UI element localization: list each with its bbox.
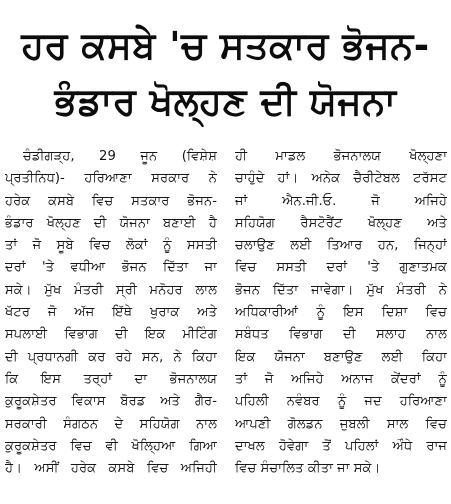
body-line: ਭੋਜਨ ਦਿੱਤਾ ਜਾਵੇਗਾ। ਮੁੱਖ ਮੰਤਰੀ ਨੇ — [235, 282, 447, 298]
body-line: ਕੁਰੂਕਸ਼ੇਤਰ ਵਿਕਾਸ ਬੋਰਡ ਅਤੇ ਗੈਰ- — [5, 394, 217, 410]
body-line: ਚਾਹੁੰਦੇ ਹਾਂ। ਅਨੇਕ ਚੈਰੀਟੇਬਲ ਟਰੱਸਟ — [235, 171, 447, 187]
body-line: ਦੀ ਪ੍ਰਧਾਨਗੀ ਕਰ ਰਹੇ ਸਨ, ਨੇ ਕਿਹਾ — [5, 349, 217, 365]
body-line: ਪਹਿਲੀ ਨਵੰਬਰ ਨੂੰ ਜਦ ਹਰਿਆਣਾ — [235, 394, 447, 410]
body-line: ਦਾਖਲ ਹੋਵੇਗਾ ਤੋਂ ਪਹਿਲਾਂ ਔਧੇ ਰਾਜ — [235, 438, 447, 454]
body-line: ਹਰੇਕ ਕਸਬੇ ਵਿਚ ਸਤਕਾਰ ਭੋਜਨ- — [5, 193, 217, 209]
body-line: ਖੱਟਰ ਜੋ ਅੱਜ ਇੱਥੇ ਖੁਰਾਕ ਅਤੇ — [5, 305, 217, 321]
body-line: ਸਬੰਧਤ ਵਿਭਾਗ ਦੀ ਸਲਾਹ ਨਾਲ — [235, 327, 447, 343]
headline — [4, 18, 447, 130]
article-body — [0, 146, 451, 504]
left-column — [5, 146, 217, 480]
body-line: ਸਕੇ। ਮੁੱਖ ਮੰਤਰੀ ਸ੍ਰੀ ਮਨੋਹਰ ਲਾਲ — [5, 282, 217, 298]
body-line: ਅਧਿਕਾਰੀਆਂ ਨੂੰ ਇਸ ਦਿਸ਼ਾ ਵਿਚ — [235, 305, 447, 321]
body-line: ਜਾਂ ਐਨ.ਜੀ.ਓ. ਜੋ ਅਜਿਹੇ — [235, 193, 447, 209]
body-line: ਹੀ ਮਾਡਲ ਭੋਜਨਾਲਯ ਖੋਲ੍ਹਣਾ — [235, 149, 447, 164]
body-line: ਵਿਚ ਸਸਤੀ ਦਰਾਂ 'ਤੇ ਗੁਣਾਤਮਕ — [235, 260, 447, 276]
body-line: ਸਹਿਯੋਗ ਰੈਸਟੋਰੈਂਟ ਖੋਲ੍ਹਣ ਅਤੇ — [235, 215, 447, 231]
body-line: ਕਿ ਇਸ ਤਰ੍ਹਾਂ ਦਾ ਭੋਜਨਾਲਯ — [5, 371, 217, 387]
headline-line-2: ਭੰਡਾਰ ਖੋਲ੍ਹਣ ਦੀ ਯੋਜਨਾ — [54, 80, 397, 123]
body-line: ਵਿਚ ਸੰਚਾਲਿਤ ਕੀਤਾ ਜਾ ਸਕੇ। — [235, 461, 381, 477]
headline-line-1: ਹਰ ਕਸਬੇ 'ਚ ਸਤਕਾਰ ਭੋਜਨ- — [21, 24, 430, 67]
body-line: ਚਲਾਉਣ ਲਈ ਤਿਆਰ ਹਨ, ਜਿਨ੍ਹਾਂ — [235, 238, 447, 254]
body-line: ਤਾਂ ਜੋ ਸੂਬੇ ਵਿਚ ਲੋਕਾਂ ਨੂੰ ਸਸਤੀ — [5, 238, 217, 254]
body-line: ਚੰਡੀਗੜ੍ਹ, 29 ਜੂਨ (ਵਿਸ਼ੇਸ਼ — [23, 149, 217, 164]
body-line: ਤਾਂ ਜੋ ਅਜਿਹੇ ਅਨਾਜ ਕੇਂਦਰਾਂ ਨੂੰ — [235, 371, 447, 387]
body-line: ਭੰਡਾਰ ਖੋਲ੍ਹਣ ਦੀ ਯੋਜਨਾ ਬਣਾਈ ਹੈ — [5, 215, 217, 231]
body-line: ਇਕ ਯੋਜਨਾ ਬਣਾਉਣ ਲਈ ਕਿਹਾ — [235, 349, 447, 365]
body-line: ਦਰਾਂ 'ਤੇ ਵਧੀਆ ਭੋਜਨ ਦਿੱਤਾ ਜਾ — [5, 260, 217, 276]
body-line: ਸਰਕਾਰੀ ਸੰਗਠਨ ਦੇ ਸਹਿਯੋਗ ਨਾਲ — [5, 416, 217, 432]
body-line: ਪ੍ਰਤੀਨਿਧ)- ਹਰਿਆਣਾ ਸਰਕਾਰ ਨੇ — [5, 171, 217, 187]
body-line: ਆਪਣੀ ਗੋਲਡਨ ਜੁਬਲੀ ਸਾਲ ਵਿਚ — [235, 416, 447, 432]
body-line: ਕੁਰੂਕਸ਼ੇਤਰ ਵਿਚ ਵੀ ਖੋਲ੍ਹਿਆ ਗਿਆ — [5, 438, 217, 454]
right-column — [235, 146, 447, 480]
body-line: ਹੈ। ਅਸੀਂ ਹਰੇਕ ਕਸਬੇ ਵਿਚ ਅਜਿਹੀ — [5, 461, 217, 477]
body-line: ਸਪਲਾਈ ਵਿਭਾਗ ਦੀ ਇਕ ਮੀਟਿੰਗ — [5, 327, 217, 343]
